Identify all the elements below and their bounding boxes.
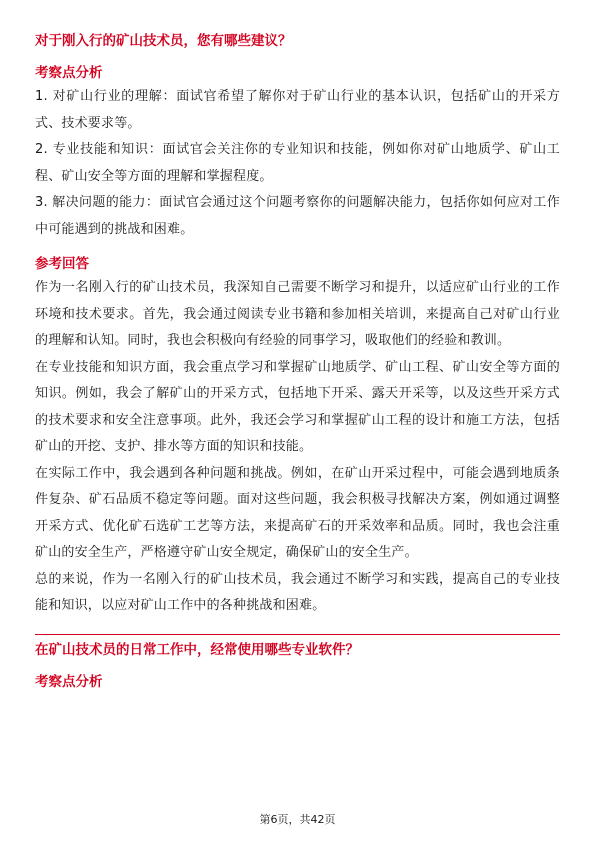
analysis-point: 2. 专业技能和知识：面试官会关注你的专业知识和技能，例如你对矿山地质学、矿山工程、矿山安全等方面的理解和掌握程度。 bbox=[35, 142, 560, 184]
answer-heading: 参考回答 bbox=[35, 256, 89, 272]
answer-paragraph: 在实际工作中，我会遇到各种问题和挑战。例如，在矿山开采过程中，可能会遇到地质条件复杂、矿石品质不稳定等问题。面对这些问题，我会积极寻找解决方案，例如通过调整开采方式、优化矿石选矿工艺等方法，来提高矿石的开采效率和品质。同时，我也会注重矿山的安全生产，严格遵守矿山安全规定，确保矿山的安全生产。 bbox=[35, 465, 560, 560]
answer-paragraph: 作为一名刚入行的矿山技术员，我深知自己需要不断学习和提升，以适应矿山行业的工作环境和技术要求。首先，我会通过阅读专业书籍和参加相关培训，来提高自己对矿山行业的理解和认知。同时，我也会积极向有经验的同事学习，吸取他们的经验和教训。 bbox=[35, 280, 560, 348]
analysis-point: 3. 解决问题的能力：面试官会通过这个问题考察你的问题解决能力，包括你如何应对工作中可能遇到的挑战和困难。 bbox=[35, 195, 560, 237]
question-title: 在矿山技术员的日常工作中，经常使用哪些专业软件？ bbox=[35, 641, 359, 658]
page-number: 第6页，共42页 bbox=[259, 813, 336, 826]
analysis-point: 1. 对矿山行业的理解：面试官希望了解你对于矿山行业的基本认识，包括矿山的开采方式、技术要求等。 bbox=[35, 89, 560, 131]
question-title: 对于刚入行的矿山技术员，您有哪些建议？ bbox=[35, 33, 292, 49]
analysis-heading: 考察点分析 bbox=[35, 673, 103, 690]
analysis-heading: 考察点分析 bbox=[35, 65, 103, 81]
answer-paragraph: 总的来说，作为一名刚入行的矿山技术员，我会通过不断学习和实践，提高自己的专业技能和知识，以应对矿山工作中的各种挑战和困难。 bbox=[35, 571, 560, 613]
answer-paragraph: 在专业技能和知识方面，我会重点学习和掌握矿山地质学、矿山工程、矿山安全等方面的知识。例如，我会了解矿山的开采方式，包括地下开采、露天开采等，以及这些开采方式的技术要求和安全注意事项。此外，我还会学习和掌握矿山工程的设计和施工方法，包括矿山的开挖、支护、排水等方面的知识和技能。 bbox=[35, 359, 560, 454]
page-content bbox=[35, 30, 560, 693]
